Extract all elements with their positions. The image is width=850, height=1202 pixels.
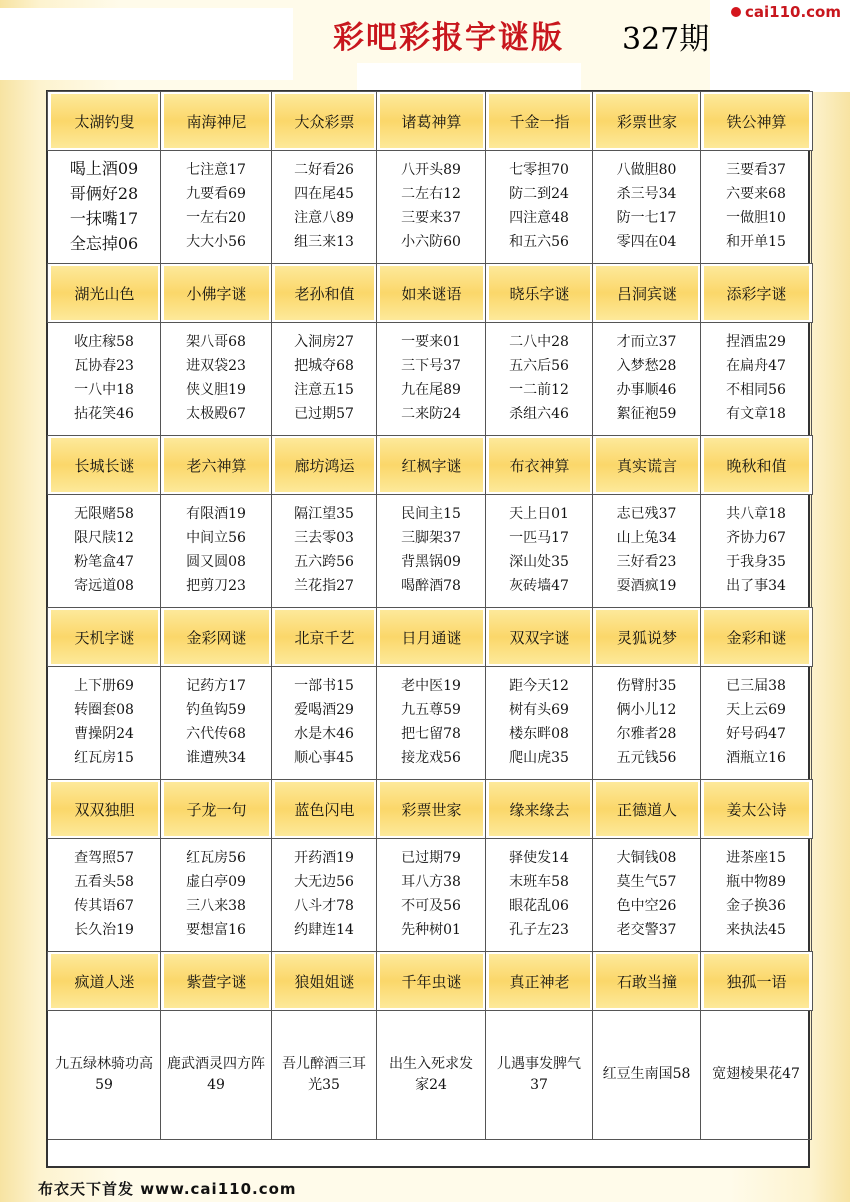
riddle-line: 开药酒19 [294, 850, 354, 866]
riddle-line: 长久治19 [74, 922, 134, 938]
riddle-line: 志已残37 [616, 506, 677, 522]
riddle-line: 拈花笑46 [74, 406, 134, 422]
riddle-line: 在扁舟47 [726, 358, 786, 374]
riddle-cell [272, 494, 377, 608]
riddle-line: 二八中28 [509, 334, 569, 350]
column-header: 金彩网谜 [161, 608, 272, 666]
riddle-line: 小六防60 [401, 234, 461, 250]
riddle-line: 鹿武酒灵四方阵49 [167, 1055, 265, 1093]
riddle-line: 一二前12 [509, 382, 569, 398]
riddle-line: 孔子左23 [509, 922, 569, 938]
riddle-cell [701, 1010, 812, 1140]
riddle-line: 民间主15 [401, 506, 461, 522]
riddle-line: 中间立56 [186, 530, 246, 546]
riddle-line: 四注意48 [509, 210, 569, 226]
riddle-line: 防一七17 [616, 210, 677, 226]
riddle-line: 有文章18 [726, 406, 786, 422]
riddle-cell [272, 838, 377, 952]
riddle-line: 三要看37 [726, 162, 786, 178]
column-header: 缘来缘去 [486, 780, 593, 838]
column-header: 小佛字谜 [161, 264, 272, 322]
column-header: 日月通谜 [377, 608, 486, 666]
riddle-line: 儿遇事发脾气37 [497, 1055, 581, 1093]
riddle-line: 末班车58 [509, 874, 569, 890]
riddle-line: 三好看23 [616, 554, 677, 570]
riddle-line: 谁遭殃34 [186, 750, 246, 766]
riddle-line: 絮征袍59 [616, 406, 677, 422]
riddle-line: 二好看26 [294, 162, 354, 178]
riddle-cell [161, 838, 272, 952]
column-header: 姜太公诗 [701, 780, 812, 838]
riddle-cell [161, 666, 272, 780]
column-header: 独孤一语 [701, 952, 812, 1010]
riddle-cell [48, 1010, 161, 1140]
riddle-cell [593, 838, 701, 952]
riddle-line: 收庄稼58 [74, 334, 134, 350]
column-header: 红枫字谜 [377, 436, 486, 494]
riddle-line: 莫生气57 [616, 874, 677, 890]
riddle-line: 距今天12 [509, 678, 569, 694]
riddle-line: 八做胆80 [616, 162, 677, 178]
riddle-line: 俩小儿12 [616, 702, 677, 718]
riddle-cell [486, 838, 593, 952]
column-header: 添彩字谜 [701, 264, 812, 322]
riddle-line: 曹操阴24 [74, 726, 134, 742]
riddle-line: 入梦愁28 [616, 358, 677, 374]
riddle-line: 把剪刀23 [186, 578, 246, 594]
riddle-cell [377, 838, 486, 952]
riddle-line: 红瓦房15 [74, 750, 134, 766]
riddle-line: 粉笔盒47 [74, 554, 134, 570]
riddle-line: 五六跨56 [294, 554, 354, 570]
riddle-line: 楼东畔08 [509, 726, 569, 742]
column-header: 彩票世家 [593, 92, 701, 150]
riddle-line: 树有头69 [509, 702, 569, 718]
column-header: 晚秋和值 [701, 436, 812, 494]
riddle-line: 六要来68 [726, 186, 786, 202]
riddle-cell [486, 150, 593, 264]
riddle-line: 寄远道08 [74, 578, 134, 594]
column-header: 蓝色闪电 [272, 780, 377, 838]
column-header: 真正神老 [486, 952, 593, 1010]
riddle-line: 七注意17 [186, 162, 246, 178]
riddle-cell [377, 666, 486, 780]
riddle-cell [272, 150, 377, 264]
riddle-line: 喝醉酒78 [401, 578, 461, 594]
riddle-line: 才而立37 [616, 334, 677, 350]
riddle-line: 八开头89 [401, 162, 461, 178]
riddle-line: 约肆连14 [294, 922, 354, 938]
riddle-line: 出了事34 [726, 578, 786, 594]
riddle-line: 九在尾89 [401, 382, 461, 398]
riddle-line: 已过期79 [401, 850, 461, 866]
riddle-table [46, 90, 810, 1168]
riddle-line: 和五六56 [509, 234, 569, 250]
riddle-line: 九五绿林骑功高59 [55, 1055, 153, 1093]
riddle-line: 杀组六46 [509, 406, 569, 422]
riddle-line: 爬山虎35 [509, 750, 569, 766]
riddle-cell [48, 150, 161, 264]
riddle-line: 入洞房27 [294, 334, 354, 350]
riddle-line: 天上日01 [509, 506, 569, 522]
riddle-cell [593, 150, 701, 264]
riddle-line: 出生入死求发家24 [389, 1055, 473, 1093]
riddle-line: 四在尾45 [294, 186, 354, 202]
riddle-line: 查驾照57 [74, 850, 134, 866]
riddle-line: 接龙戏56 [401, 750, 461, 766]
riddle-line: 隔江望35 [294, 506, 354, 522]
riddle-line: 侠义胆19 [186, 382, 246, 398]
column-header: 真实谎言 [593, 436, 701, 494]
riddle-line: 三脚架37 [401, 530, 461, 546]
riddle-line: 上下册69 [74, 678, 134, 694]
riddle-line: 转圈套08 [74, 702, 134, 718]
riddle-line: 二来防24 [401, 406, 461, 422]
riddle-line: 大铜钱08 [616, 850, 677, 866]
column-header: 紫萱字谜 [161, 952, 272, 1010]
riddle-line: 一抹嘴17 [69, 209, 139, 228]
riddle-cell [486, 322, 593, 436]
riddle-line: 一匹马17 [509, 530, 569, 546]
riddle-line: 瓦协春23 [74, 358, 134, 374]
column-header: 铁公神算 [701, 92, 812, 150]
column-header: 千金一指 [486, 92, 593, 150]
riddle-line: 驿使发14 [509, 850, 569, 866]
column-header: 千年虫谜 [377, 952, 486, 1010]
riddle-line: 来执法45 [726, 922, 786, 938]
column-header: 湖光山色 [48, 264, 161, 322]
column-header: 北京千艺 [272, 608, 377, 666]
riddle-line: 天上云69 [726, 702, 786, 718]
riddle-line: 一八中18 [74, 382, 134, 398]
riddle-line: 五看头58 [74, 874, 134, 890]
riddle-line: 记药方17 [186, 678, 246, 694]
column-header: 南海神尼 [161, 92, 272, 150]
page-title: 彩吧彩报字谜版 [333, 20, 564, 56]
riddle-line: 爱喝酒29 [294, 702, 354, 718]
column-header: 大众彩票 [272, 92, 377, 150]
riddle-cell [486, 666, 593, 780]
riddle-line: 顺心事45 [294, 750, 354, 766]
riddle-line: 捏酒盅29 [726, 334, 786, 350]
footer-text: 布衣天下首发 www.cai110.com [38, 1180, 297, 1198]
riddle-line: 一要来01 [401, 334, 461, 350]
column-header: 疯道人迷 [48, 952, 161, 1010]
riddle-line: 九要看69 [186, 186, 246, 202]
riddle-line: 办事顺46 [616, 382, 677, 398]
riddle-line: 传其语67 [74, 898, 134, 914]
issue-number: 327期 [622, 22, 710, 57]
riddle-cell [377, 1010, 486, 1140]
riddle-line: 一左右20 [186, 210, 246, 226]
column-header: 双双独胆 [48, 780, 161, 838]
blank-header-box-left [0, 8, 293, 80]
riddle-line: 把城夺68 [294, 358, 354, 374]
riddle-line: 深山处35 [509, 554, 569, 570]
riddle-line: 吾儿醉酒三耳光35 [282, 1055, 366, 1093]
riddle-cell [593, 494, 701, 608]
riddle-line: 注意五15 [294, 382, 354, 398]
site-logo: cai110.com [745, 3, 841, 21]
riddle-line: 要想富16 [186, 922, 246, 938]
riddle-line: 灰砖墙47 [509, 578, 569, 594]
riddle-line: 防二到24 [509, 186, 569, 202]
riddle-line: 于我身35 [726, 554, 786, 570]
column-header: 天机字谜 [48, 608, 161, 666]
riddle-cell [486, 1010, 593, 1140]
riddle-line: 八斗才78 [294, 898, 354, 914]
logo-icon [731, 7, 741, 17]
riddle-cell [701, 666, 812, 780]
riddle-line: 零四在04 [616, 234, 677, 250]
column-header: 廊坊鸿运 [272, 436, 377, 494]
riddle-line: 耳八方38 [401, 874, 461, 890]
riddle-cell [48, 838, 161, 952]
column-header: 正德道人 [593, 780, 701, 838]
column-header: 金彩和谜 [701, 608, 812, 666]
riddle-line: 好号码47 [726, 726, 786, 742]
riddle-line: 三八来38 [186, 898, 246, 914]
riddle-line: 限尺牍12 [74, 530, 134, 546]
riddle-line: 九五尊59 [401, 702, 461, 718]
riddle-line: 老中医19 [401, 678, 461, 694]
riddle-line: 不相同56 [726, 382, 786, 398]
riddle-cell [486, 494, 593, 608]
riddle-line: 大无边56 [294, 874, 354, 890]
riddle-line: 杀三号34 [616, 186, 677, 202]
riddle-cell [161, 150, 272, 264]
riddle-line: 眼花乱06 [509, 898, 569, 914]
riddle-cell [272, 1010, 377, 1140]
riddle-line: 已过期57 [294, 406, 354, 422]
riddle-cell [593, 1010, 701, 1140]
riddle-line: 全忘掉06 [69, 234, 139, 253]
riddle-line: 进双袋23 [186, 358, 246, 374]
column-header: 子龙一句 [161, 780, 272, 838]
riddle-line: 背黑锅09 [401, 554, 461, 570]
riddle-cell [48, 666, 161, 780]
riddle-line: 水是木46 [294, 726, 354, 742]
riddle-line: 先种树01 [401, 922, 461, 938]
riddle-line: 兰花指27 [294, 578, 354, 594]
riddle-line: 太极殿67 [186, 406, 246, 422]
column-header: 诸葛神算 [377, 92, 486, 150]
riddle-line: 大大小56 [186, 234, 246, 250]
riddle-line: 一做胆10 [726, 210, 786, 226]
riddle-line: 虚白亭09 [186, 874, 246, 890]
riddle-cell [272, 666, 377, 780]
column-header: 晓乐字谜 [486, 264, 593, 322]
riddle-line: 一部书15 [294, 678, 354, 694]
riddle-line: 六代传68 [186, 726, 246, 742]
riddle-line: 三下号37 [401, 358, 461, 374]
column-header: 如来谜语 [377, 264, 486, 322]
riddle-line: 把七留78 [401, 726, 461, 742]
riddle-cell [161, 322, 272, 436]
riddle-cell [701, 494, 812, 608]
riddle-line: 山上兔34 [616, 530, 677, 546]
riddle-line: 齐协力67 [726, 530, 786, 546]
riddle-line: 七零担70 [509, 162, 569, 178]
riddle-line: 注意八89 [294, 210, 354, 226]
riddle-line: 五六后56 [509, 358, 569, 374]
column-header: 吕洞宾谜 [593, 264, 701, 322]
riddle-line: 钓鱼钩59 [186, 702, 246, 718]
riddle-cell [377, 494, 486, 608]
riddle-line: 进茶座15 [726, 850, 786, 866]
riddle-line: 色中空26 [616, 898, 677, 914]
riddle-line: 和开单15 [726, 234, 786, 250]
riddle-cell [377, 150, 486, 264]
riddle-line: 金子换36 [726, 898, 786, 914]
riddle-line: 架八哥68 [186, 334, 246, 350]
riddle-line: 共八章18 [726, 506, 786, 522]
riddle-line: 有限酒19 [186, 506, 246, 522]
riddle-line: 红瓦房56 [186, 850, 246, 866]
riddle-line: 二左右12 [401, 186, 461, 202]
riddle-cell [701, 150, 812, 264]
column-header: 布衣神算 [486, 436, 593, 494]
column-header: 双双字谜 [486, 608, 593, 666]
riddle-cell [48, 322, 161, 436]
riddle-line: 五元钱56 [616, 750, 677, 766]
column-header: 石敢当撞 [593, 952, 701, 1010]
column-header: 老六神算 [161, 436, 272, 494]
blank-header-box-middle [357, 63, 581, 93]
column-header: 太湖钓叟 [48, 92, 161, 150]
riddle-line: 瓶中物89 [726, 874, 786, 890]
riddle-cell [593, 666, 701, 780]
riddle-line: 喝上酒09 [69, 159, 139, 178]
riddle-line: 组三来13 [294, 234, 354, 250]
riddle-line: 三要来37 [401, 210, 461, 226]
riddle-cell [48, 494, 161, 608]
riddle-line: 三去零03 [294, 530, 354, 546]
riddle-line: 尔雅者28 [616, 726, 677, 742]
riddle-cell [272, 322, 377, 436]
riddle-line: 圆又圆08 [186, 554, 246, 570]
riddle-line: 老交警37 [616, 922, 677, 938]
riddle-cell [701, 838, 812, 952]
riddle-cell [701, 322, 812, 436]
column-header: 灵狐说梦 [593, 608, 701, 666]
riddle-line: 耍酒疯19 [616, 578, 677, 594]
riddle-line: 伤臂肘35 [616, 678, 677, 694]
riddle-line: 哥俩好28 [69, 184, 139, 203]
column-header: 彩票世家 [377, 780, 486, 838]
riddle-line: 宽翅棱果花47 [712, 1066, 800, 1082]
riddle-line: 不可及56 [401, 898, 461, 914]
column-header: 老孙和值 [272, 264, 377, 322]
riddle-line: 酒瓶立16 [726, 750, 786, 766]
riddle-cell [161, 1010, 272, 1140]
riddle-line: 红豆生南国58 [602, 1066, 691, 1082]
riddle-cell [593, 322, 701, 436]
riddle-line: 已三届38 [726, 678, 786, 694]
riddle-line: 无限赌58 [74, 506, 134, 522]
riddle-cell [161, 494, 272, 608]
column-header: 长城长谜 [48, 436, 161, 494]
riddle-cell [377, 322, 486, 436]
column-header: 狼姐姐谜 [272, 952, 377, 1010]
